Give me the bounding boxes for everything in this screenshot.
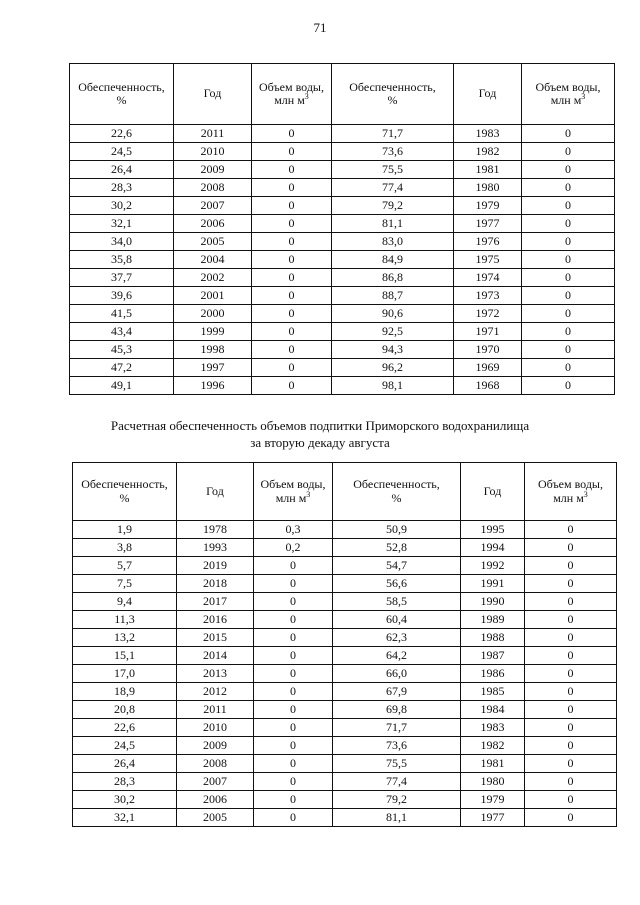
table-row — [73, 629, 617, 647]
table-cell: 1996 — [174, 377, 252, 395]
table-cell: 2018 — [177, 575, 254, 593]
table-row — [73, 611, 617, 629]
table-row — [73, 701, 617, 719]
table-cell: 32,1 — [73, 809, 177, 827]
table-row — [70, 269, 615, 287]
table-cell: 1986 — [461, 665, 525, 683]
table-cell: 92,5 — [332, 323, 454, 341]
table-row — [70, 197, 615, 215]
table-cell: 54,7 — [333, 557, 461, 575]
table-row — [70, 251, 615, 269]
table-cell: 1981 — [454, 161, 522, 179]
table-cell: 0 — [525, 683, 617, 701]
table-cell: 2002 — [174, 269, 252, 287]
table-cell: 0 — [252, 323, 332, 341]
table-cell: 0 — [522, 161, 615, 179]
table-cell: 24,5 — [70, 143, 174, 161]
table-cell: 0 — [254, 719, 333, 737]
table-cell: 0 — [525, 647, 617, 665]
table-row — [70, 143, 615, 161]
table-cell: 11,3 — [73, 611, 177, 629]
table-cell: 56,6 — [333, 575, 461, 593]
table-cell: 0 — [252, 143, 332, 161]
table-cell: 2014 — [177, 647, 254, 665]
table-cell: 1973 — [454, 287, 522, 305]
table-cell: 1991 — [461, 575, 525, 593]
table-cell: 37,7 — [70, 269, 174, 287]
header-volume: Объем воды, млн $м^3$ — [522, 64, 615, 125]
table-cell: 73,6 — [333, 737, 461, 755]
table-cell: 17,0 — [73, 665, 177, 683]
table-cell: 1988 — [461, 629, 525, 647]
table-cell: 0 — [525, 629, 617, 647]
table-row — [73, 539, 617, 557]
table-cell: 49,1 — [70, 377, 174, 395]
table-cell: 0 — [525, 557, 617, 575]
table-row — [73, 737, 617, 755]
table-cell: 0 — [525, 593, 617, 611]
table-row — [73, 719, 617, 737]
table-cell: 0 — [252, 179, 332, 197]
table-cell: 1979 — [461, 791, 525, 809]
table-cell: 58,5 — [333, 593, 461, 611]
header-security: Обеспеченность, % — [70, 64, 174, 125]
table-body — [73, 521, 617, 827]
table-row — [73, 791, 617, 809]
table-probability-1 — [69, 63, 615, 395]
table-cell: 2004 — [174, 251, 252, 269]
table-cell: 28,3 — [70, 179, 174, 197]
table-cell: 0 — [522, 143, 615, 161]
table-cell: 0 — [252, 287, 332, 305]
table-cell: 26,4 — [73, 755, 177, 773]
table-cell: 0 — [522, 233, 615, 251]
table-cell: 2008 — [177, 755, 254, 773]
table-cell: 13,2 — [73, 629, 177, 647]
table-cell: 0 — [252, 305, 332, 323]
table-cell: 1977 — [461, 809, 525, 827]
table-cell: 0 — [254, 629, 333, 647]
table-row — [70, 233, 615, 251]
table-cell: 1992 — [461, 557, 525, 575]
caption-line-1: Расчетная обеспеченность объемов подпитки Приморского водохранилища — [110, 418, 530, 433]
table-cell: 5,7 — [73, 557, 177, 575]
table-cell: 1975 — [454, 251, 522, 269]
table-row — [73, 773, 617, 791]
table-row — [70, 377, 615, 395]
table-cell: 24,5 — [73, 737, 177, 755]
table-cell: 79,2 — [333, 791, 461, 809]
table-cell: 1989 — [461, 611, 525, 629]
table-cell: 20,8 — [73, 701, 177, 719]
table-cell: 2007 — [177, 773, 254, 791]
table-cell: 1995 — [461, 521, 525, 539]
header-security: Обеспеченность, % — [332, 64, 454, 125]
table-cell: 2005 — [177, 809, 254, 827]
table-cell: 2015 — [177, 629, 254, 647]
table-cell: 86,8 — [332, 269, 454, 287]
table-cell: 0 — [522, 125, 615, 143]
table-cell: 0 — [254, 701, 333, 719]
table-cell: 0 — [522, 179, 615, 197]
header-year: Год — [461, 463, 525, 521]
table-cell: 1981 — [461, 755, 525, 773]
header-year: Год — [454, 64, 522, 125]
table-row — [73, 683, 617, 701]
table-cell: 0 — [522, 305, 615, 323]
table-cell: 0 — [525, 701, 617, 719]
table-cell: 18,9 — [73, 683, 177, 701]
table-cell: 1971 — [454, 323, 522, 341]
table-cell: 1969 — [454, 359, 522, 377]
table-cell: 0 — [254, 575, 333, 593]
table-cell: 1982 — [461, 737, 525, 755]
table-cell: 0 — [252, 377, 332, 395]
table-cell: 0 — [254, 809, 333, 827]
table-cell: 0 — [254, 755, 333, 773]
table-cell: 1974 — [454, 269, 522, 287]
table-cell: 2011 — [174, 125, 252, 143]
table-probability-2 — [72, 462, 617, 827]
table-cell: 88,7 — [332, 287, 454, 305]
table-cell: 0 — [525, 719, 617, 737]
table-cell: 2017 — [177, 593, 254, 611]
table-row — [70, 341, 615, 359]
table-cell: 22,6 — [70, 125, 174, 143]
table-cell: 0 — [525, 521, 617, 539]
table-cell: 0 — [525, 773, 617, 791]
table-cell: 0 — [254, 665, 333, 683]
table-cell: 2010 — [174, 143, 252, 161]
table-cell: 0 — [252, 161, 332, 179]
table-row — [70, 215, 615, 233]
table-cell: 41,5 — [70, 305, 174, 323]
table-cell: 2005 — [174, 233, 252, 251]
table-row — [73, 647, 617, 665]
table-cell: 1980 — [454, 179, 522, 197]
table-cell: 1994 — [461, 539, 525, 557]
table-cell: 0 — [252, 341, 332, 359]
table-cell: 0 — [525, 791, 617, 809]
table-cell: 69,8 — [333, 701, 461, 719]
table-cell: 1983 — [454, 125, 522, 143]
table-cell: 45,3 — [70, 341, 174, 359]
table-cell: 0 — [525, 539, 617, 557]
table-cell: 1970 — [454, 341, 522, 359]
header-security: Обеспеченность, % — [333, 463, 461, 521]
header-year: Год — [177, 463, 254, 521]
table-row — [73, 521, 617, 539]
table-cell: 0,2 — [254, 539, 333, 557]
table-cell: 0 — [525, 611, 617, 629]
table-row — [70, 179, 615, 197]
table-cell: 2013 — [177, 665, 254, 683]
table-cell: 1998 — [174, 341, 252, 359]
table-cell: 66,0 — [333, 665, 461, 683]
table-cell: 1993 — [177, 539, 254, 557]
table-row — [73, 575, 617, 593]
table-cell: 22,6 — [73, 719, 177, 737]
table-cell: 34,0 — [70, 233, 174, 251]
table-row — [73, 755, 617, 773]
table-cell: 2016 — [177, 611, 254, 629]
table-cell: 0 — [525, 737, 617, 755]
table-cell: 28,3 — [73, 773, 177, 791]
table-cell: 0 — [525, 665, 617, 683]
table-cell: 1978 — [177, 521, 254, 539]
table-row — [73, 593, 617, 611]
table-cell: 0 — [252, 125, 332, 143]
table-cell: 64,2 — [333, 647, 461, 665]
table-row — [70, 161, 615, 179]
table-cell: 71,7 — [332, 125, 454, 143]
table-cell: 9,4 — [73, 593, 177, 611]
table-cell: 2007 — [174, 197, 252, 215]
table-cell: 0 — [254, 683, 333, 701]
table-header-row — [70, 64, 615, 125]
table-cell: 2010 — [177, 719, 254, 737]
table-cell: 1987 — [461, 647, 525, 665]
table-cell: 0 — [525, 755, 617, 773]
table-cell: 15,1 — [73, 647, 177, 665]
table-cell: 26,4 — [70, 161, 174, 179]
table-cell: 75,5 — [332, 161, 454, 179]
header-security: Обеспеченность, % — [73, 463, 177, 521]
table-cell: 2009 — [177, 737, 254, 755]
table-cell: 84,9 — [332, 251, 454, 269]
table-cell: 7,5 — [73, 575, 177, 593]
table-cell: 2008 — [174, 179, 252, 197]
table-row — [73, 557, 617, 575]
table-cell: 30,2 — [70, 197, 174, 215]
table-cell: 75,5 — [333, 755, 461, 773]
table-cell: 0 — [522, 197, 615, 215]
table-cell: 81,1 — [333, 809, 461, 827]
table-cell: 30,2 — [73, 791, 177, 809]
table-cell: 1,9 — [73, 521, 177, 539]
table-cell: 67,9 — [333, 683, 461, 701]
table-cell: 1980 — [461, 773, 525, 791]
table-cell: 71,7 — [333, 719, 461, 737]
table-cell: 0 — [522, 251, 615, 269]
table-cell: 1976 — [454, 233, 522, 251]
table-cell: 62,3 — [333, 629, 461, 647]
table-cell: 52,8 — [333, 539, 461, 557]
table-cell: 3,8 — [73, 539, 177, 557]
table-cell: 0 — [254, 647, 333, 665]
table-cell: 0 — [252, 233, 332, 251]
table-cell: 0 — [525, 809, 617, 827]
header-year: Год — [174, 64, 252, 125]
table-cell: 47,2 — [70, 359, 174, 377]
table-cell: 94,3 — [332, 341, 454, 359]
table-cell: 0 — [522, 377, 615, 395]
table-cell: 0 — [252, 269, 332, 287]
table-cell: 2009 — [174, 161, 252, 179]
table-cell: 96,2 — [332, 359, 454, 377]
table-cell: 0 — [522, 269, 615, 287]
table-cell: 2019 — [177, 557, 254, 575]
table-cell: 0,3 — [254, 521, 333, 539]
table-cell: 43,4 — [70, 323, 174, 341]
table-cell: 32,1 — [70, 215, 174, 233]
table-cell: 0 — [254, 593, 333, 611]
table-cell: 0 — [522, 341, 615, 359]
table-cell: 0 — [254, 791, 333, 809]
table-cell: 0 — [525, 575, 617, 593]
table-cell: 77,4 — [333, 773, 461, 791]
header-volume: Объем воды, млн $м^3$ — [525, 463, 617, 521]
table-cell: 90,6 — [332, 305, 454, 323]
table-cell: 83,0 — [332, 233, 454, 251]
table-cell: 0 — [522, 215, 615, 233]
table-cell: 1999 — [174, 323, 252, 341]
header-volume: Объем воды, млн $м^3$ — [252, 64, 332, 125]
table-row — [70, 125, 615, 143]
caption-line-2: за вторую декаду августа — [250, 434, 390, 450]
table-cell: 0 — [254, 773, 333, 791]
table-cell: 60,4 — [333, 611, 461, 629]
table-row — [73, 665, 617, 683]
table-cell: 77,4 — [332, 179, 454, 197]
table-cell: 2000 — [174, 305, 252, 323]
table-cell: 1984 — [461, 701, 525, 719]
table-cell: 2006 — [177, 791, 254, 809]
table-cell: 81,1 — [332, 215, 454, 233]
table-cell: 0 — [252, 359, 332, 377]
table-cell: 0 — [522, 359, 615, 377]
table-cell: 79,2 — [332, 197, 454, 215]
table-cell: 35,8 — [70, 251, 174, 269]
table-row — [73, 809, 617, 827]
table-row — [70, 359, 615, 377]
table-cell: 0 — [252, 251, 332, 269]
table-cell: 1972 — [454, 305, 522, 323]
table-cell: 0 — [522, 323, 615, 341]
table-cell: 2006 — [174, 215, 252, 233]
table-cell: 2012 — [177, 683, 254, 701]
table-header-row — [73, 463, 617, 521]
table-caption — [0, 418, 640, 452]
table-cell: 98,1 — [332, 377, 454, 395]
table-cell: 0 — [252, 215, 332, 233]
table-cell: 0 — [252, 197, 332, 215]
table-cell: 2011 — [177, 701, 254, 719]
table-cell: 2001 — [174, 287, 252, 305]
table-cell: 1982 — [454, 143, 522, 161]
table-cell: 1997 — [174, 359, 252, 377]
table-cell: 0 — [522, 287, 615, 305]
page-number: 71 — [313, 20, 327, 35]
table-cell: 1979 — [454, 197, 522, 215]
table-cell: 1977 — [454, 215, 522, 233]
table-cell: 1990 — [461, 593, 525, 611]
table-cell: 0 — [254, 611, 333, 629]
table-row — [70, 305, 615, 323]
table-cell: 73,6 — [332, 143, 454, 161]
table-cell: 50,9 — [333, 521, 461, 539]
table-row — [70, 323, 615, 341]
table-body — [70, 125, 615, 395]
table-cell: 1968 — [454, 377, 522, 395]
table-cell: 0 — [254, 737, 333, 755]
table-row — [70, 287, 615, 305]
table-cell: 39,6 — [70, 287, 174, 305]
table-cell: 1985 — [461, 683, 525, 701]
table-cell: 1983 — [461, 719, 525, 737]
header-volume: Объем воды, млн $м^3$ — [254, 463, 333, 521]
table-cell: 0 — [254, 557, 333, 575]
